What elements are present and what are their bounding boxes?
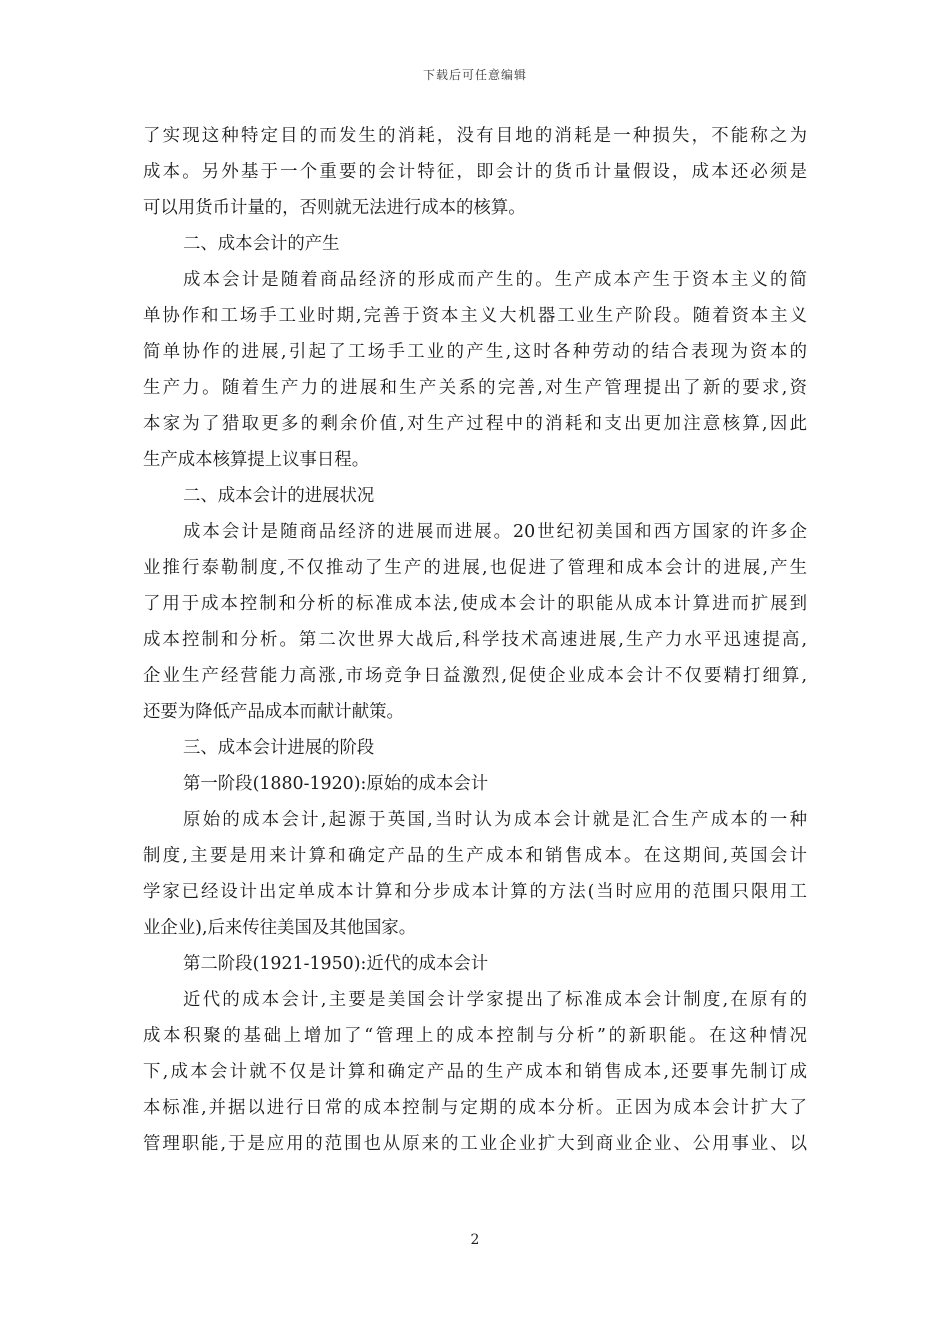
text-line: 制度,主要是用来计算和确定产品的生产成本和销售成本。在这期间,英国会计 [143,846,807,866]
stage-heading: 第一阶段(1880-1920):原始的成本会计 [183,774,489,794]
document-body [143,118,807,1162]
text-line: 学家已经设计出定单成本计算和分步成本计算的方法(当时应用的范围只限用工 [143,882,807,902]
paragraph [143,262,807,478]
text-line: 成本会计是随商品经济的进展而进展。20世纪初美国和西方国家的许多企 [183,522,807,542]
text-line: 业推行泰勒制度,不仅推动了生产的进展,也促进了管理和成本会计的进展,产生 [143,558,807,578]
text-line: 近代的成本会计,主要是美国会计学家提出了标准成本会计制度,在原有的 [183,990,807,1010]
text-line: 成本会计是随着商品经济的形成而产生的。生产成本产生于资本主义的简 [183,270,807,290]
text-line: 单协作和工场手工业时期,完善于资本主义大机器工业生产阶段。随着资本主义 [143,306,807,326]
text-line: 成本控制和分析。第二次世界大战后,科学技术高速进展,生产力水平迅速提高, [143,630,807,650]
text-line: 业企业),后来传往美国及其他国家。 [143,918,417,938]
text-line: 简单协作的进展,引起了工场手工业的产生,这时各种劳动的结合表现为资本的 [143,342,807,362]
section-heading: 三、成本会计进展的阶段 [183,738,375,758]
text-line: 企业生产经营能力高涨,市场竞争日益激烈,促使企业成本会计不仅要精打细算, [143,666,807,686]
section-heading: 二、成本会计的产生 [183,234,340,254]
text-line: 成本积聚的基础上增加了“管理上的成本控制与分析”的新职能。在这种情况 [143,1026,807,1046]
text-line: 可以用货币计量的，否则就无法进行成本的核算。 [143,198,526,218]
text-line: 了用于成本控制和分析的标准成本法,使成本会计的职能从成本计算进而扩展到 [143,594,807,614]
paragraph [143,514,807,730]
stage-heading: 第二阶段(1921-1950):近代的成本会计 [183,954,489,974]
page-header: 下载后可任意编辑 [422,68,527,82]
text-line: 了实现这种特定目的而发生的消耗，没有目地的消耗是一种损失，不能称之为 [143,126,807,146]
paragraph [143,982,807,1162]
page-number: 2 [470,1232,480,1248]
paragraph [143,802,807,946]
paragraph [143,118,807,226]
section-heading: 二、成本会计的进展状况 [183,486,375,506]
text-line: 成本。另外基于一个重要的会计特征，即会计的货币计量假设，成本还必须是 [143,162,807,182]
text-line: 生产力。随着生产力的进展和生产关系的完善,对生产管理提出了新的要求,资 [143,378,807,398]
text-line: 管理职能,于是应用的范围也从原来的工业企业扩大到商业企业、公用事业、以 [143,1134,807,1154]
text-line: 还要为降低产品成本而献计献策。 [143,702,404,722]
text-line: 生产成本核算提上议事日程。 [143,450,370,470]
text-line: 下,成本会计就不仅是计算和确定产品的生产成本和销售成本,还要事先制订成 [143,1062,807,1082]
text-line: 本标准,并据以进行日常的成本控制与定期的成本分析。正因为成本会计扩大了 [143,1098,807,1118]
text-line: 本家为了猎取更多的剩余价值,对生产过程中的消耗和支出更加注意核算,因此 [143,414,807,434]
text-line: 原始的成本会计,起源于英国,当时认为成本会计就是汇合生产成本的一种 [183,810,807,830]
